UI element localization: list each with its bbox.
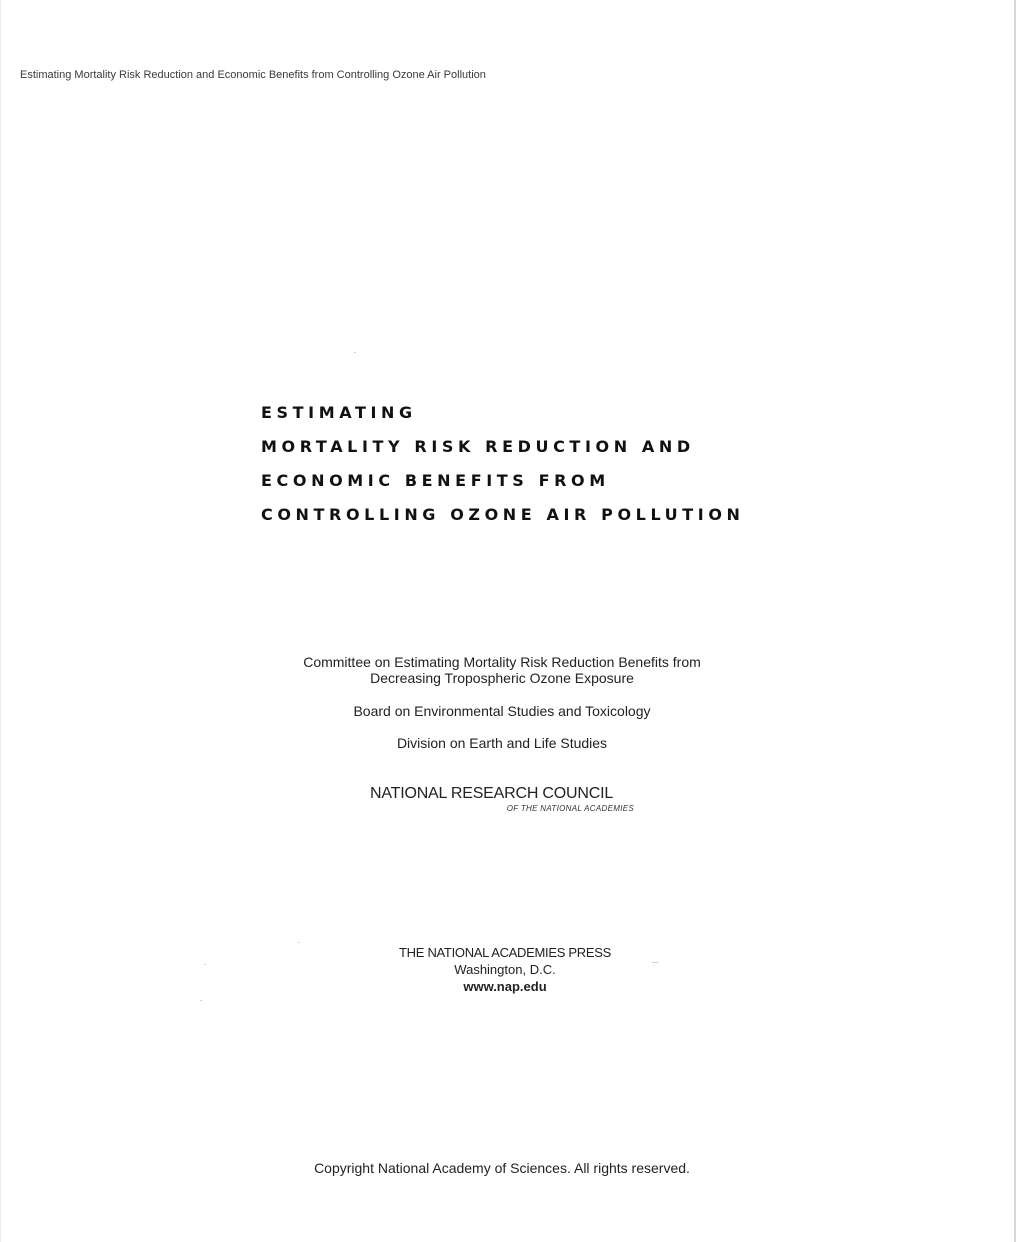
book-title (261, 396, 961, 532)
committee-name (250, 654, 754, 686)
running-header: Estimating Mortality Risk Reduction and Economic Benefits from Controlling Ozone Air Pollution (20, 69, 486, 81)
title-line-3: ECONOMIC BENEFITS FROM (261, 471, 610, 490)
title-line-4: CONTROLLING OZONE AIR POLLUTION (261, 505, 745, 524)
publisher-name: THE NATIONAL ACADEMIES PRESS (399, 945, 611, 960)
committee-line-1: Committee on Estimating Mortality Risk Reduction Benefits from (303, 654, 701, 670)
board-name: Board on Environmental Studies and Toxicology (353, 703, 651, 719)
title-line-2: MORTALITY RISK REDUCTION AND (261, 437, 695, 456)
committee-line-2: Decreasing Tropospheric Ozone Exposure (370, 670, 634, 686)
publisher-city: Washington, D.C. (454, 962, 556, 977)
credits-block (250, 654, 754, 751)
copyright-notice: Copyright National Academy of Sciences. All rights reserved. (314, 1160, 690, 1176)
council-block (370, 785, 634, 813)
scan-speck (200, 1000, 202, 1001)
publisher-url: www.nap.edu (463, 979, 547, 994)
council-name: NATIONAL RESEARCH COUNCIL (370, 785, 614, 802)
council-subtitle: OF THE NATIONAL ACADEMIES (506, 804, 634, 813)
page-left-edge (0, 0, 1, 1242)
division-name: Division on Earth and Life Studies (396, 735, 608, 751)
scan-speck (354, 352, 356, 353)
scan-speck (204, 964, 206, 965)
scan-speck (298, 942, 300, 943)
title-line-1: ESTIMATING (261, 403, 417, 422)
page-right-edge (1014, 0, 1016, 1242)
publisher-block (350, 944, 660, 995)
scan-speck (652, 962, 658, 963)
